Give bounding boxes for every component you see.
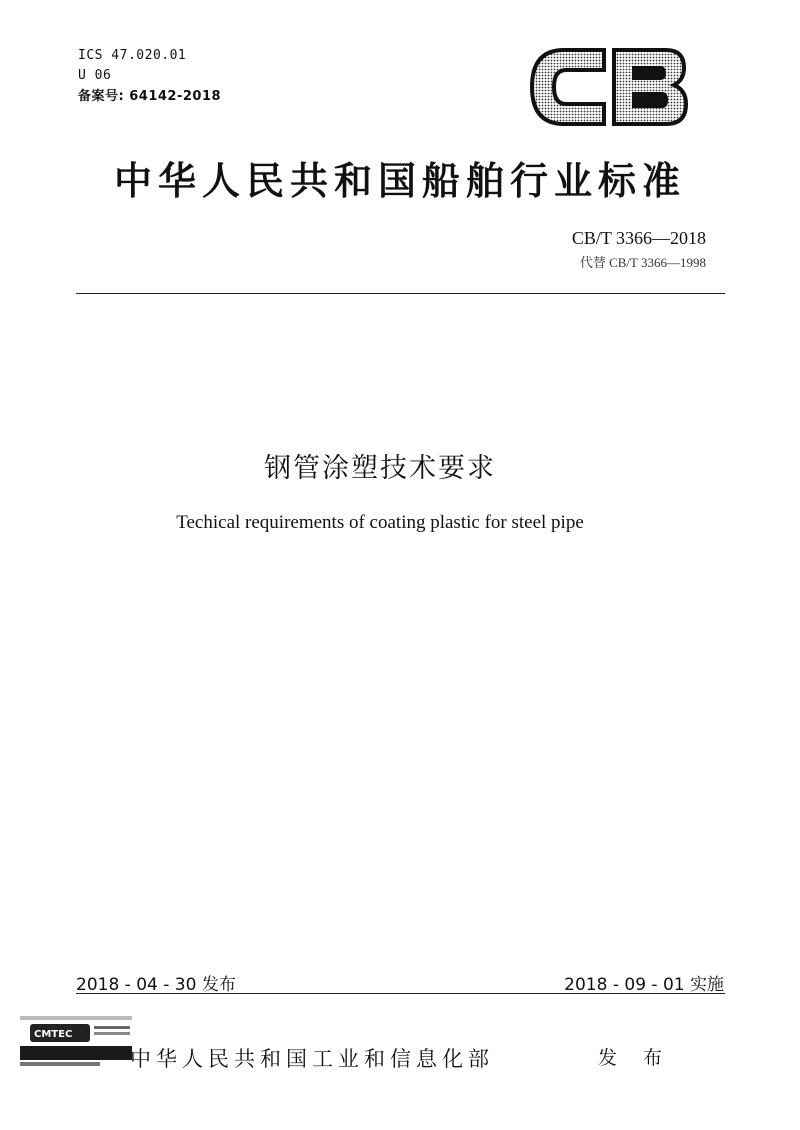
class-code: U 06 (78, 68, 112, 83)
document-title-zh: 钢管涂塑技术要求 (264, 453, 496, 484)
page-title: 中华人民共和国船舶行业标准 (113, 159, 686, 203)
cb-logo (526, 44, 690, 130)
document-title-en: Techical requirements of coating plastic for steel pipe (176, 512, 584, 533)
publish-date: 2018 - 04 - 30 发布 (76, 975, 236, 995)
record-number: 备案号: 64142-2018 (78, 89, 222, 104)
replaces-standard: 代替 CB/T 3366—1998 (579, 255, 706, 270)
svg-text:CMTEC: CMTEC (34, 1029, 73, 1040)
anti-counterfeit-stamp (20, 1012, 132, 1070)
header-divider (76, 293, 725, 294)
footer-divider (76, 993, 725, 994)
implement-date: 2018 - 09 - 01 实施 (564, 975, 724, 995)
standard-number: CB/T 3366—2018 (571, 228, 706, 248)
issue-label: 发 布 (598, 1047, 673, 1069)
issuing-authority: 中华人民共和国工业和信息化部 (130, 1047, 494, 1071)
ics-code: ICS 47.020.01 (78, 48, 187, 63)
